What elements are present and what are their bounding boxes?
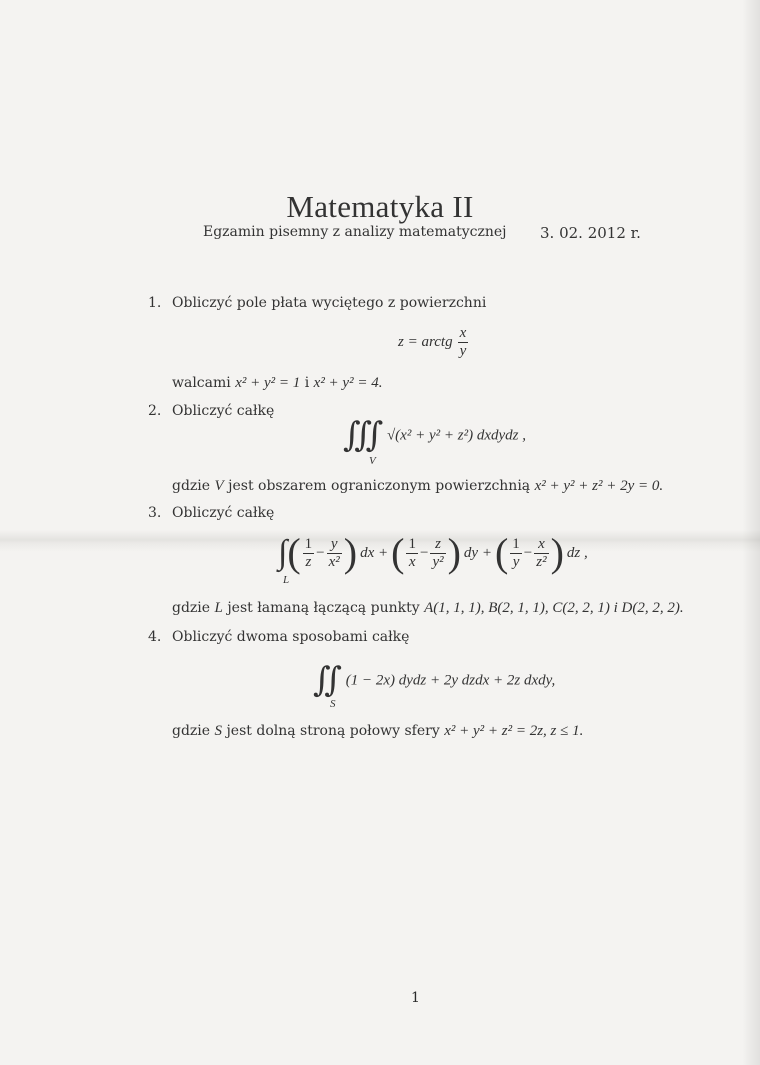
problem-4-outro-eq: x² + y² + z² = 2z, z ≤ 1. xyxy=(444,723,584,739)
problem-4-number: 4. xyxy=(148,629,162,645)
problem-4-outro-prefix: gdzie xyxy=(172,723,211,739)
problem-1-number: 1. xyxy=(148,295,162,311)
problem-2-outro-prefix: gdzie xyxy=(172,478,211,494)
problem-2-outro-var: V xyxy=(214,478,224,494)
term3-frac-b: $\frac{x}{\text{z²}}$ xyxy=(536,535,547,570)
term3-diff: dz , xyxy=(566,544,588,561)
exam-subtitle: Egzamin pisemny z analizy matematycznej xyxy=(203,224,507,240)
problem-1-frac-den: y xyxy=(459,343,467,359)
problem-2-integral xyxy=(343,418,526,454)
problem-4-intro: Obliczyć dwoma sposobami całkę xyxy=(172,629,410,645)
page-title: Matematyka II xyxy=(286,188,474,224)
surface-integral-icon: ∬ xyxy=(313,662,342,699)
problem-2-outro-text: jest obszarem ograniczonym powierzchnią xyxy=(228,478,531,494)
problem-3-region: L xyxy=(283,574,290,586)
problem-1-eq2: x² + y² = 4. xyxy=(313,375,383,391)
term3-frac-a: $\frac{1}{y}$ xyxy=(512,535,520,570)
problem-2-number: 2. xyxy=(148,403,162,419)
problem-1-eq1: x² + y² = 1 xyxy=(235,375,301,391)
term2-frac-b: $\frac{z}{\text{y²}}$ xyxy=(432,535,444,570)
problem-3-outro-var: L xyxy=(214,600,223,616)
exam-date: 3. 02. 2012 r. xyxy=(540,224,641,242)
problem-1-formula-lhs: z = arctg xyxy=(398,334,453,350)
problem-3-outro xyxy=(172,600,684,617)
problem-4-integrand: (1 − 2x) dydz + 2y dzdx + 2z dxdy, xyxy=(345,672,556,689)
problem-4-outro-text: jest dolną stroną połowy sfery xyxy=(226,723,440,739)
problem-1-fraction xyxy=(458,325,469,360)
term2-frac-a: $\frac{1}{x}$ xyxy=(408,535,416,570)
problem-2-integrand: √(x² + y² + z²) dxdydz , xyxy=(386,427,526,444)
problem-3-integral: ∫ ( $\frac{1}{z}$ − $\frac{y}{\text{x²}}$ ) dx + ( $\frac{1}{x}$ − $\frac{z}{\text{y²}}$ ) dy + ( $\frac{1}{y}$ − $\frac{x}{\text{z²}}$ ) dz , xyxy=(278,530,588,575)
problem-2-intro: Obliczyć całkę xyxy=(172,403,275,419)
paper-edge-shadow xyxy=(742,0,760,1065)
problem-4-outro xyxy=(172,723,583,740)
line-integral-icon: ∫ xyxy=(278,534,288,571)
term2-diff: dy + xyxy=(463,544,492,561)
term1-frac-b: $\frac{y}{\text{x²}}$ xyxy=(328,535,340,570)
problem-4-region: S xyxy=(330,698,336,710)
problem-2-region: V xyxy=(369,455,376,467)
problem-4-outro-var: S xyxy=(214,723,223,739)
problem-1-outro-prefix: walcami xyxy=(172,375,231,391)
page-number: 1 xyxy=(411,990,420,1006)
problem-3-outro-points: A(1, 1, 1), B(2, 1, 1), C(2, 2, 1) i D(2, 2, 2). xyxy=(424,600,684,616)
problem-2-outro-eq: x² + y² + z² + 2y = 0. xyxy=(534,478,664,494)
problem-3-outro-text: jest łamaną łączącą punkty xyxy=(227,600,420,616)
problem-4-integral xyxy=(313,663,555,699)
problem-3-number: 3. xyxy=(148,505,162,521)
term1-diff: dx + xyxy=(360,544,389,561)
triple-integral-icon: ∭ xyxy=(343,417,384,454)
term1-frac-a: $\frac{1}{z}$ xyxy=(304,535,313,570)
problem-3-outro-prefix: gdzie xyxy=(172,600,211,616)
problem-1-frac-num: x xyxy=(459,325,467,341)
problem-1-formula xyxy=(398,325,470,360)
problem-2-outro xyxy=(172,478,663,495)
problem-1-intro: Obliczyć pole płata wyciętego z powierzchni xyxy=(172,295,487,311)
problem-1-conj: i xyxy=(304,375,310,391)
problem-1-outro xyxy=(172,375,382,392)
problem-3-intro: Obliczyć całkę xyxy=(172,505,275,521)
